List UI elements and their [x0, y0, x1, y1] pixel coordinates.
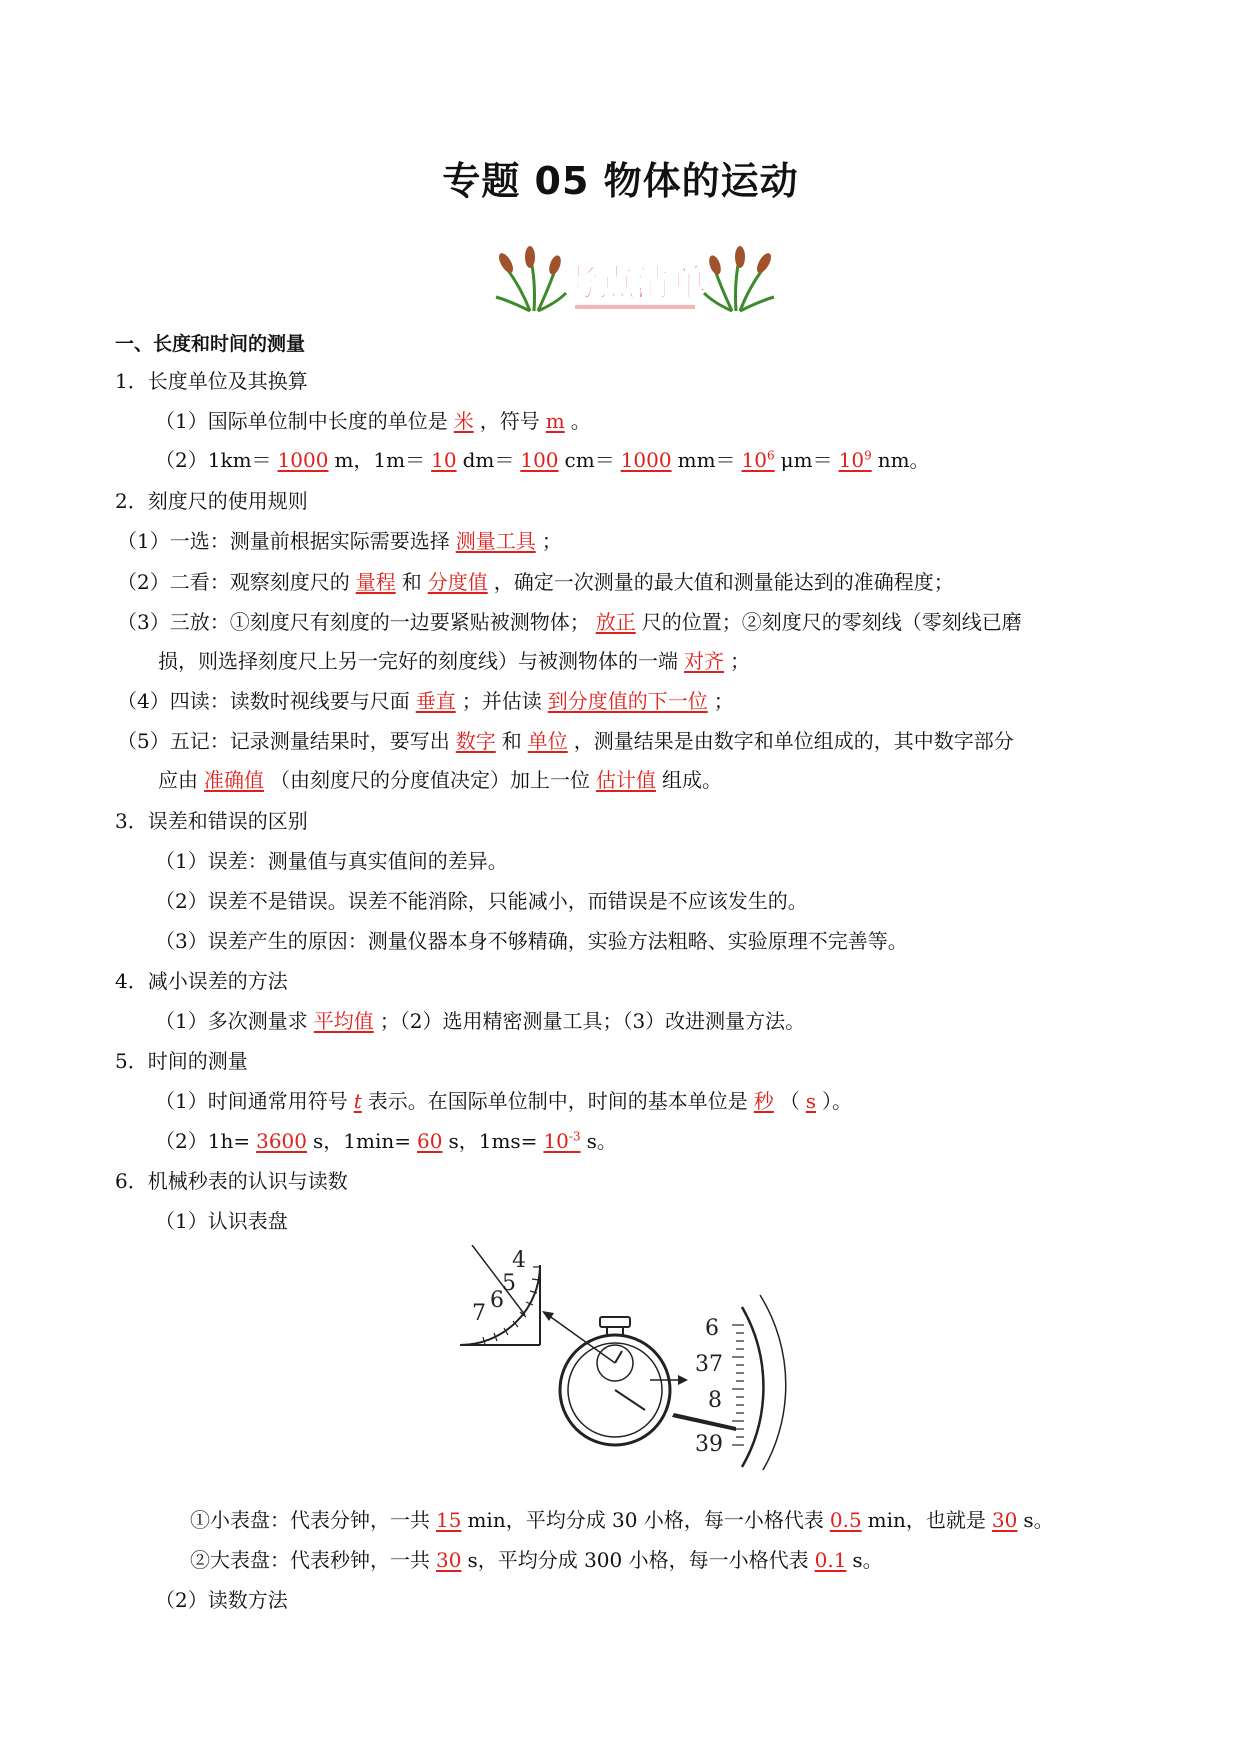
p2-step5: （5）五记：记录测量结果时，要写出 数字 和 单位 ，测量结果是由数字和单位组成的，其中数字部分	[117, 729, 1014, 753]
answer-blank: 30	[436, 1548, 462, 1572]
answer-blank: m	[545, 409, 565, 433]
scale-label: 8	[708, 1388, 722, 1413]
p2-step1: （1）一选：测量前根据实际需要选择 测量工具 ；	[117, 529, 562, 553]
section-heading: 一、长度和时间的测量	[115, 333, 306, 355]
stopwatch-figure	[450, 1245, 840, 1470]
p5-line1: （1）时间通常用符号 t 表示。在国际单位制中，时间的基本单位是 秒 （ s ）。	[155, 1089, 853, 1113]
p5-heading: 5．时间的测量	[115, 1049, 248, 1073]
answer-blank: 1000	[620, 448, 672, 472]
p4-line1: （1）多次测量求 平均值 ；（2）选用精密测量工具；（3）改进测量方法。	[155, 1009, 806, 1033]
p6-second-dial: ②大表盘：代表秒钟，一共 30 s，平均分成 300 小格，每一小格代表 0.1 s。	[190, 1548, 883, 1572]
second-scale-arc	[742, 1307, 763, 1467]
answer-blank: 0.1	[814, 1548, 847, 1572]
answer-blank: 分度值	[427, 570, 488, 594]
answer-blank: 10	[431, 448, 457, 472]
badge-text: 考点清单	[562, 263, 708, 304]
answer-blank: 单位	[527, 729, 568, 753]
p6-sub1: （1）认识表盘	[155, 1209, 288, 1233]
p3-line3: （3）误差产生的原因：测量仪器本身不够精确，实验方法粗略、实验原理不完善等。	[155, 929, 908, 953]
answer-blank: 量程	[355, 570, 396, 594]
answer-blank: 数字	[455, 729, 496, 753]
page-title: 专题 05 物体的运动	[442, 159, 799, 203]
scale-label: 6	[490, 1288, 504, 1313]
answer-blank: 100	[520, 448, 559, 472]
second-hand	[672, 1413, 736, 1431]
answer-blank: $10^6$	[741, 448, 775, 472]
p2-step3-cont: 损，则选择刻度尺上另一完好的刻度线）与被测物体的一端 对齐 ；	[158, 649, 750, 673]
p3-heading: 3．误差和错误的区别	[115, 809, 308, 833]
answer-blank: 15	[436, 1508, 462, 1532]
p6-sub2: （2）读数方法	[155, 1588, 288, 1612]
answer-blank: 1000	[277, 448, 329, 472]
answer-blank: 估计值	[596, 768, 656, 792]
scale-label: 37	[695, 1352, 723, 1377]
p2-step5-cont: 应由 准确值 （由刻度尺的分度值决定）加上一位 估计值 组成。	[158, 768, 722, 792]
p3-line2: （2）误差不是错误。误差不能消除，只能减小，而错误是不应该发生的。	[155, 889, 808, 913]
p6-minute-dial: ①小表盘：代表分钟，一共 15 min，平均分成 30 小格，每一小格代表 0.5 min，也就是 30 s。	[190, 1508, 1054, 1532]
answer-blank: 米	[453, 409, 474, 433]
p1-heading: 1．长度单位及其换算	[115, 369, 308, 393]
scale-label: 5	[502, 1271, 516, 1296]
answer-blank: 到分度值的下一位	[547, 689, 708, 713]
answer-blank: 准确值	[204, 768, 264, 792]
p6-heading: 6．机械秒表的认识与读数	[115, 1169, 348, 1193]
answer-blank: 测量工具	[455, 529, 536, 553]
scale-label: 6	[705, 1316, 719, 1341]
p3-line1: （1）误差：测量值与真实值间的差异。	[155, 849, 508, 873]
answer-blank: s	[805, 1089, 817, 1113]
answer-blank: t	[353, 1089, 362, 1113]
scale-label: 4	[512, 1248, 526, 1273]
answer-blank: 垂直	[415, 689, 456, 713]
scale-label: 7	[472, 1301, 486, 1326]
p2-heading: 2．刻度尺的使用规则	[115, 489, 308, 513]
p5-line2: （2）1h= 3600 s，1min= 60 s，$1ms= 10^{-3}$ s。	[155, 1129, 617, 1153]
p2-step4: （4）四读：读数时视线要与尺面 垂直 ；并估读 到分度值的下一位 ；	[117, 689, 734, 713]
p1-line2: （2）1km＝ 1000 m，1m＝ 10 dm＝ 100 cm＝ 1000 $mm= 10^6$ $\mu m= 10^9$ nm。	[155, 448, 930, 472]
answer-blank: 0.5	[829, 1508, 862, 1532]
scale-label: 39	[695, 1432, 723, 1457]
answer-blank: 60	[417, 1129, 443, 1153]
answer-blank: 放正	[595, 610, 636, 634]
topic-badge	[490, 245, 780, 315]
p1-line1: （1）国际单位制中长度的单位是 米 ，符号 m 。	[155, 409, 591, 433]
answer-blank: 秒	[753, 1089, 774, 1113]
answer-blank: $10^9$	[838, 448, 872, 472]
answer-blank: 对齐	[684, 649, 724, 673]
answer-blank: 平均值	[313, 1009, 374, 1033]
answer-blank: 30	[991, 1508, 1018, 1532]
answer-blank: $10^{-3}$	[543, 1129, 581, 1153]
p2-step2: （2）二看：观察刻度尺的 量程 和 分度值 ，确定一次测量的最大值和测量能达到的准确程度；	[117, 570, 954, 594]
p2-step3: （3）三放：①刻度尺有刻度的一边要紧贴被测物体； 放正 尺的位置；②刻度尺的零刻线（零刻线已磨	[117, 610, 1022, 634]
p4-heading: 4．减小误差的方法	[115, 969, 288, 993]
answer-blank: 3600	[256, 1129, 307, 1153]
